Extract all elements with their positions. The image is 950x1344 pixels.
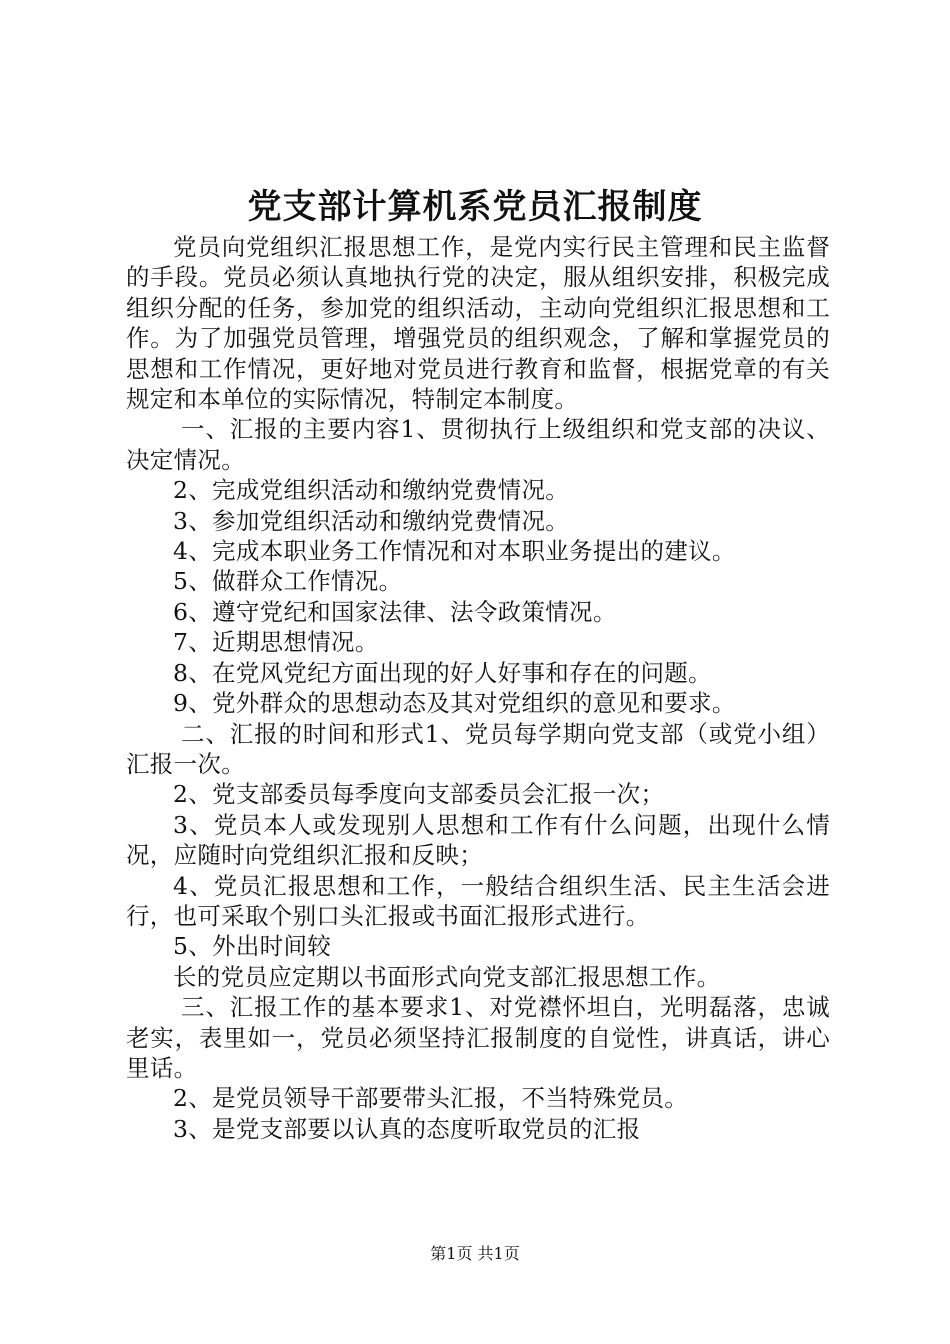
section-3-heading-paragraph: 三、汇报工作的基本要求1、对党襟怀坦白，光明磊落，忠诚老实，表里如一，党员必须坚持汇报制度的自觉性，讲真话，讲心里话。 (126, 993, 830, 1082)
intro-paragraph: 党员向党组织汇报思想工作，是党内实行民主管理和民主监督的手段。党员必须认真地执行党的决定，服从组织安排，积极完成组织分配的任务，参加党的组织活动，主动向党组织汇报思想和工作。为了加强党员管理，增强党员的组织观念，了解和掌握党员的思想和工作情况，更好地对党员进行教育和监督，根据党章的有关规定和本单位的实际情况，特制定本制度。 (126, 233, 830, 414)
section-1-heading-paragraph: 一、汇报的主要内容1、贯彻执行上级组织和党支部的决议、决定情况。 (126, 415, 830, 474)
list-item: 4、完成本职业务工作情况和对本职业务提出的建议。 (173, 537, 736, 566)
list-item: 3、党员本人或发现别人思想和工作有什么问题，出现什么情况，应随时向党组织汇报和反映； (126, 810, 830, 870)
list-item: 5、外出时间较 (173, 932, 332, 961)
document-body (126, 232, 830, 1144)
section-2-heading-paragraph: 二、汇报的时间和形式1、党员每学期向党支部（或党小组）汇报一次。 (126, 719, 830, 778)
list-item: 7、近期思想情况。 (173, 628, 379, 657)
list-item: 4、党员汇报思想和工作，一般结合组织生活、民主生活会进行，也可采取个别口头汇报或书面汇报形式进行。 (126, 871, 830, 930)
list-item-continuation: 长的党员应定期以书面形式向党支部汇报思想工作。 (173, 962, 721, 991)
list-item: 9、党外群众的思想动态及其对党组织的意见和要求。 (173, 689, 736, 718)
list-item: 2、是党员领导干部要带头汇报，不当特殊党员。 (173, 1084, 689, 1113)
list-item: 6、遵守党纪和国家法律、法令政策情况。 (173, 597, 617, 626)
list-item: 3、参加党组织活动和缴纳党费情况。 (173, 506, 570, 535)
page-title: 党支部计算机系党员汇报制度 (247, 187, 703, 227)
list-item: 5、做群众工作情况。 (173, 567, 403, 596)
page-number-label: 第1页 共1页 (430, 1244, 520, 1263)
list-item: 2、完成党组织活动和缴纳党费情况。 (173, 476, 570, 505)
list-item: 2、党支部委员每季度向支部委员会汇报一次； (173, 780, 665, 809)
list-item: 8、在党风党纪方面出现的好人好事和存在的问题。 (173, 658, 712, 687)
list-item: 3、是党支部要以认真的态度听取党员的汇报 (173, 1114, 641, 1143)
page-footer (0, 1243, 950, 1265)
